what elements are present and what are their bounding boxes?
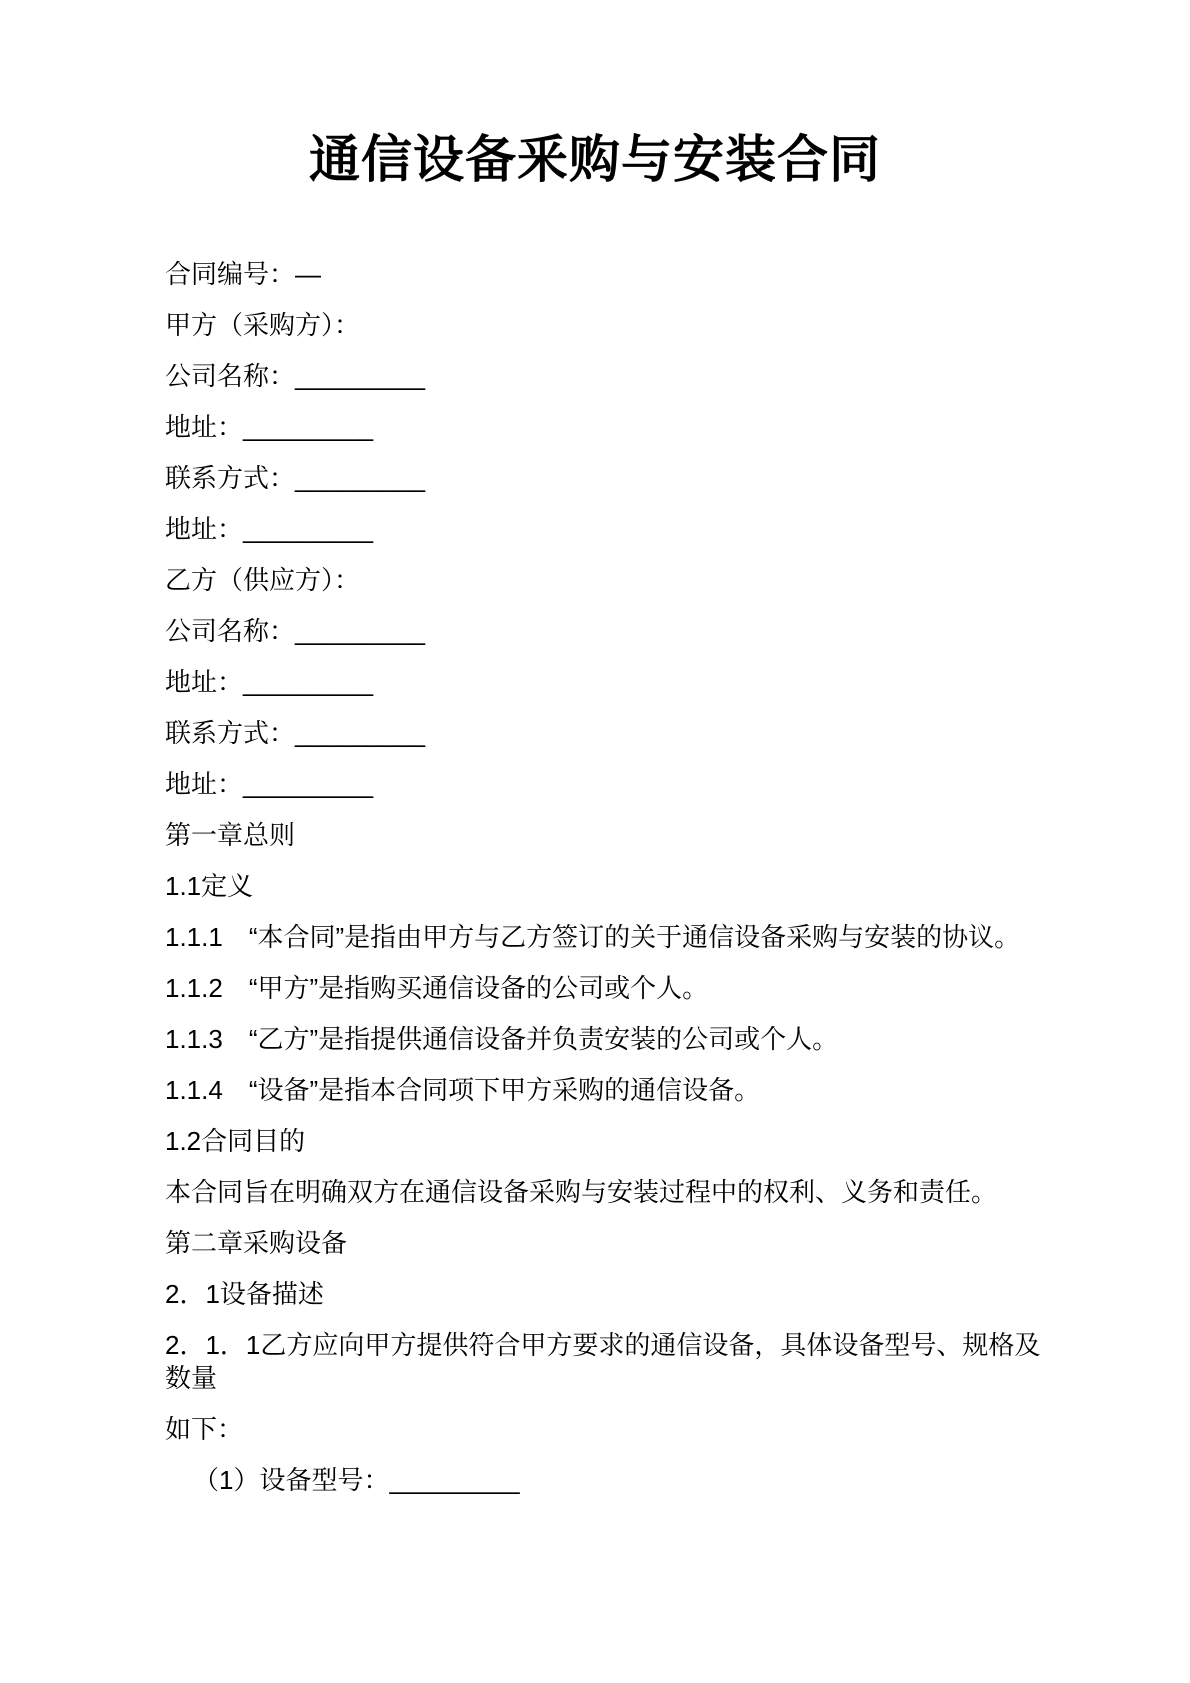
party-a-contact-field: 联系方式：_________ [165, 463, 426, 493]
contract-number-line: 合同编号：— [165, 259, 322, 289]
document-body [165, 258, 1045, 1497]
chapter-1-heading: 第一章总则 [165, 820, 296, 850]
party-b-address-field-2: 地址：_________ [165, 769, 374, 799]
section-1-2-body: 本合同旨在明确双方在通信设备采购与安装过程中的权利、义务和责任。 [165, 1177, 998, 1207]
clause-1-1-4: 1.1.4 “设备”是指本合同项下甲方采购的通信设备。 [165, 1075, 761, 1105]
party-b-contact-field: 联系方式：_________ [165, 718, 426, 748]
party-a-heading: 甲方（采购方）： [165, 310, 361, 340]
party-a-address-field-2: 地址：_________ [165, 514, 374, 544]
section-1-2-heading: 1.2合同目的 [165, 1126, 306, 1156]
document-title: 通信设备釆购与安装合同 [308, 131, 881, 188]
party-b-address-field-1: 地址：_________ [165, 667, 374, 697]
party-b-company-name-field: 公司名称：_________ [165, 616, 426, 646]
party-b-heading: 乙方（供应方）： [165, 565, 361, 595]
clause-1-1-1: 1.1.1 “本合同”是指由甲方与乙方签订的关于通信设备采购与安装的协议。 [165, 922, 1021, 952]
clause-2-1-1-continuation: 如下： [165, 1414, 244, 1444]
section-2-1-heading: 2．1设备描述 [165, 1279, 324, 1309]
clause-1-1-3: 1.1.3 “乙方”是指提供通信设备并负责安装的公司或个人。 [165, 1024, 839, 1054]
clause-2-1-1: 2．1．1乙方应向甲方提供符合甲方要求的通信设备，具体设备型号、规格及数量 [165, 1330, 1041, 1393]
equipment-model-item: （1）设备型号：_________ [193, 1465, 520, 1495]
section-1-1-heading: 1.1定义 [165, 871, 254, 901]
party-a-address-field-1: 地址：_________ [165, 412, 374, 442]
party-a-company-name-field: 公司名称：_________ [165, 361, 426, 391]
chapter-2-heading: 第二章采购设备 [165, 1228, 348, 1258]
clause-1-1-2: 1.1.2 “甲方”是指购买通信设备的公司或个人。 [165, 973, 709, 1003]
